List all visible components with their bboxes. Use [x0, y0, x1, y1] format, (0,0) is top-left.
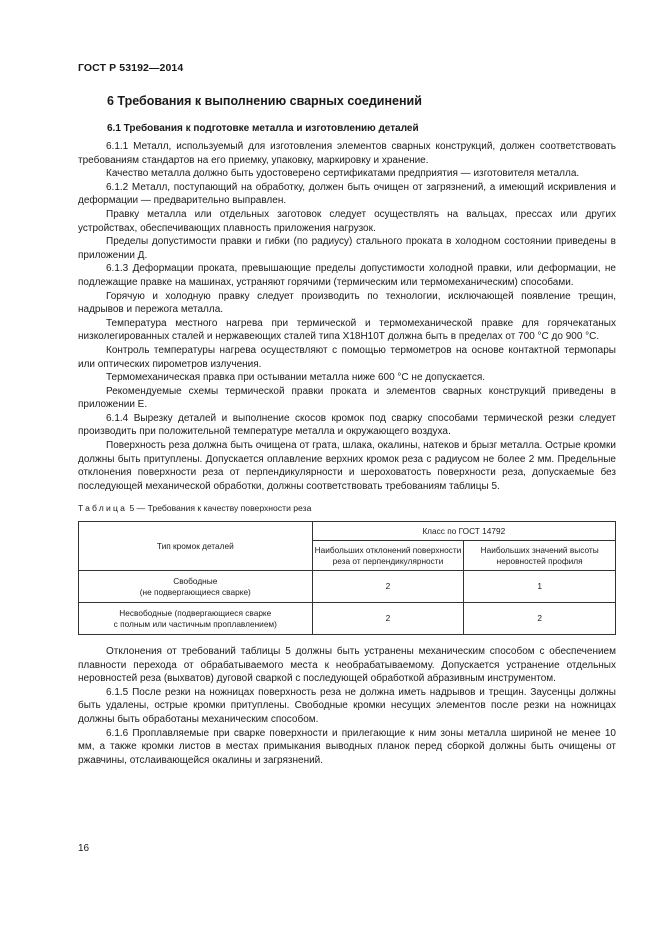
table-caption-prefix: Таблица — [78, 503, 128, 514]
table-5 — [78, 521, 616, 635]
header-roughness: Наибольших значений высоты неровностей профиля — [464, 541, 616, 571]
paragraph: 6.1.5 После резки на ножницах поверхность реза не должна иметь надрывов и трещин. Заусенцы должны быть удалены, острые кромки притуплены. Свободные кромки несущих элементов после резки на ножницах должны быть обработаны механическим способом. — [78, 686, 616, 725]
cell-perpendicularity: 2 — [312, 603, 464, 635]
paragraph: Горячую и холодную правку следует производить по технологии, исключающей появление трещин, надрывов и пережога металла. — [78, 290, 616, 316]
table-row — [79, 571, 616, 603]
paragraph: 6.1.1 Металл, используемый для изготовления элементов сварных конструкций, должен соответствовать требованиям стандартов на его приемку, упаковку, маркировку и хранение. — [78, 141, 616, 166]
table-caption — [78, 502, 616, 516]
paragraph: Пределы допустимости правки и гибки (по радиусу) стального проката в холодном состоянии приведены в приложении Д. — [78, 236, 616, 261]
table-caption-text: 5 — Требования к качеству поверхности реза — [127, 503, 312, 514]
cell-perpendicularity: 2 — [312, 571, 464, 603]
paragraph: 6.1.3 Деформации проката, превышающие пределы допустимости холодной правки, или деформации, не подлежащие правке на машинах, устраняют горячими (термическим или термомеханическим) способами. — [78, 263, 616, 288]
paragraph: Качество металла должно быть удостоверено сертификатами предприятия — изготовителя металла. — [106, 168, 580, 180]
paragraph: Правку металла или отдельных заготовок следует осуществлять на вальцах, прессах или других устройствах, обеспечивающих плавность приложения нагрузок. — [78, 208, 616, 234]
document-header: ГОСТ Р 53192—2014 — [78, 62, 184, 74]
paragraph: Отклонения от требований таблицы 5 должны быть устранены механическим способом с обеспечением плавности перехода от обрабатываемого места к необрабатываемому. Допускается устранение отдельных неровностей реза (выхватов) дуговой сваркой с последующей обработкой абразивным инструментом. — [78, 646, 616, 685]
cell-roughness: 1 — [464, 571, 616, 603]
paragraph: 6.1.6 Проплавляемые при сварке поверхности и прилегающие к ним зоны металла шириной не менее 10 мм, а также кромки листов в местах примыкания выводных планок перед сборкой должны быть очищены от ржавчины, отслаивающейся окалины и загрязнений. — [78, 727, 616, 766]
section-title: 6 Требования к выполнению сварных соединений — [107, 94, 422, 108]
paragraph: Поверхность реза должна быть очищена от грата, шлака, окалины, натеков и брызг металла. Острые кромки должны быть притуплены. Допускается оплавление верхних кромок реза с радиусом не более 2 мм. Предельные отклонения поверхности реза от перпендикулярности и шероховатость поверхности реза, допускаемые без последующей механической обработки, должны соответствовать требованиям таблицы 5. — [78, 440, 616, 492]
paragraph: 6.1.4 Вырезку деталей и выполнение скосов кромок под сварку способами термической резки следует производить при положительной температуре металла и окружающего воздуха. — [78, 412, 616, 438]
cell-roughness: 2 — [464, 603, 616, 635]
subsection-title: 6.1 Требования к подготовке металла и изготовлению деталей — [107, 123, 419, 134]
header-edge-type: Тип кромок деталей — [79, 522, 313, 571]
paragraph: 6.1.2 Металл, поступающий на обработку, должен быть очищен от загрязнений, а имеющий искривления и деформации — предварительно выправлен. — [78, 181, 616, 207]
table-row — [79, 603, 616, 635]
paragraph: Рекомендуемые схемы термической правки проката и элементов сварных конструкций приведены в приложении Е. — [78, 385, 616, 411]
paragraph: Контроль температуры нагрева осуществляют с помощью термометров на основе контактной термопары или оптических пирометров излучения. — [78, 344, 616, 370]
page-number: 16 — [78, 843, 90, 854]
paragraph: Термомеханическая правка при остывании металла ниже 600 °С не допускается. — [106, 372, 486, 384]
header-perpendicularity: Наибольших отклонений поверхности реза от перпендикулярности — [312, 541, 464, 571]
body-text — [78, 140, 616, 767]
header-class: Класс по ГОСТ 14792 — [312, 522, 615, 541]
paragraph: Температура местного нагрева при термической и термомеханической правке для горячекатаных низколегированных сталей и нержавеющих сталей типа Х18Н10Т должна быть в пределах от 700 °С до 900 °С. — [78, 317, 616, 343]
cell-edge-type: Несвободные (подвергающиеся сварке с полным или частичным проплавлением) — [79, 603, 313, 635]
cell-edge-type: Свободные (не подвергающиеся сварке) — [79, 571, 313, 603]
